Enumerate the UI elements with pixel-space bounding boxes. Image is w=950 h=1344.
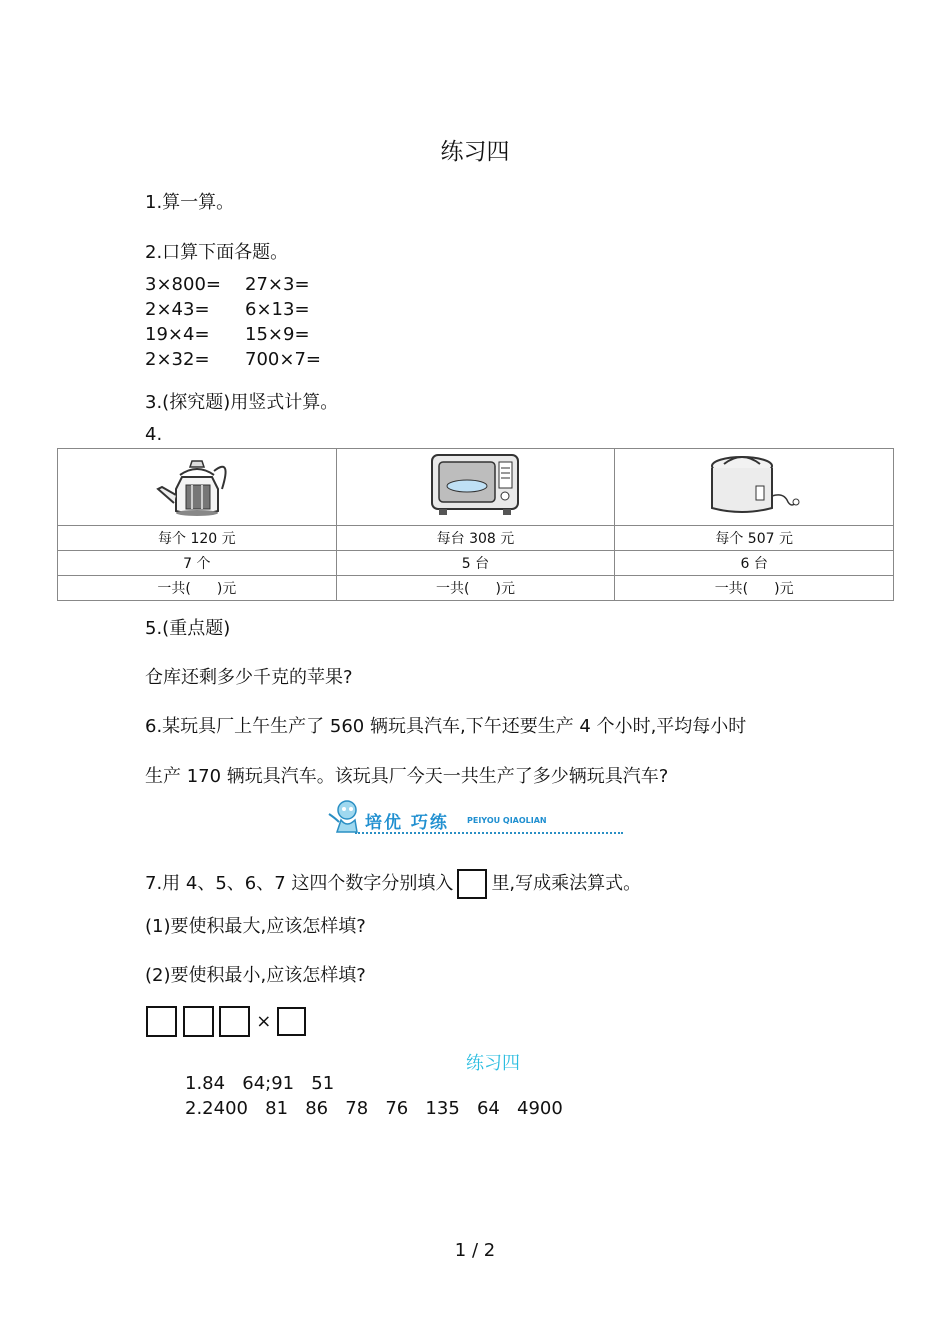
mental-math-row: [145, 347, 321, 372]
peiyou-qiaolian-banner: [325, 798, 625, 838]
count-cell: 6 台: [615, 551, 894, 576]
mental-math-row: [145, 322, 321, 347]
table-row: [58, 551, 894, 576]
count-cell: 7 个: [58, 551, 337, 576]
page-number: 1 / 2: [454, 1240, 496, 1261]
price-cell: 每个 507 元: [615, 526, 894, 551]
math-item: 6×13=: [245, 299, 310, 320]
digit-box[interactable]: [219, 1006, 250, 1037]
times-sign: ×: [256, 1011, 272, 1032]
mental-math-row: [145, 297, 321, 322]
question-3: 3.(探究题)用竖式计算。: [145, 392, 339, 413]
math-item: 2×32=: [145, 349, 210, 370]
math-item: 15×9=: [245, 324, 310, 345]
total-cell: [58, 576, 337, 601]
digit-box[interactable]: [183, 1006, 214, 1037]
question-7-part-2: (2)要使积最小,应该怎样填?: [145, 965, 366, 986]
appliance-price-table: [57, 448, 894, 601]
table-cell: [58, 449, 337, 526]
math-item: 3×800=: [145, 274, 221, 295]
answer-line-2: 2.2400 81 86 78 76 135 64 4900: [185, 1098, 563, 1119]
question-7: [145, 869, 641, 899]
question-6-line-2: 生产 170 辆玩具汽车。该玩具厂今天一共生产了多少辆玩具汽车?: [145, 766, 669, 787]
question-1: 1.算一算。: [145, 192, 235, 213]
answer-box[interactable]: [457, 869, 487, 899]
question-6-line-1: 6.某玩具厂上午生产了 560 辆玩具汽车,下午还要生产 4 个小时,平均每小时: [145, 716, 747, 737]
question-5: 5.(重点题): [145, 618, 231, 639]
math-item: 27×3=: [245, 274, 310, 295]
kettle-icon: [152, 449, 242, 521]
banner-title: 培优 巧练: [365, 813, 449, 833]
table-row: [58, 449, 894, 526]
total-prefix: 一共(: [436, 581, 470, 597]
banner-underline: [355, 832, 623, 834]
math-item: 19×4=: [145, 324, 210, 345]
question-4: 4.: [145, 424, 163, 445]
question-7-part-1: (1)要使积最大,应该怎样填?: [145, 916, 366, 937]
total-cell: [336, 576, 615, 601]
price-cell: 每个 120 元: [58, 526, 337, 551]
math-item: 2×43=: [145, 299, 210, 320]
total-prefix: 一共(: [157, 581, 191, 597]
price-cell: 每台 308 元: [336, 526, 615, 551]
multiplication-boxes: [146, 1006, 306, 1037]
table-cell: [336, 449, 615, 526]
question-7-before: 7.用 4、5、6、7 这四个数字分别填入: [145, 873, 454, 894]
rice-cooker-icon: [704, 452, 804, 518]
table-cell: [615, 449, 894, 526]
total-suffix: )元: [774, 581, 794, 597]
digit-box[interactable]: [146, 1006, 177, 1037]
table-row: [58, 526, 894, 551]
answer-line-1: 1.84 64;91 51: [185, 1073, 335, 1094]
mental-math-row: [145, 272, 321, 297]
mental-math-list: [145, 272, 321, 372]
banner-subtitle: PEIYOU QIAOLIAN: [467, 816, 547, 825]
digit-box[interactable]: [277, 1007, 306, 1036]
question-5-text: 仓库还剩多少千克的苹果?: [145, 667, 353, 688]
question-7-after: 里,写成乘法算式。: [491, 873, 642, 894]
count-cell: 5 台: [336, 551, 615, 576]
total-cell: [615, 576, 894, 601]
microwave-icon: [429, 452, 521, 518]
total-suffix: )元: [495, 581, 515, 597]
table-row: [58, 576, 894, 601]
total-suffix: )元: [216, 581, 237, 597]
math-item: 700×7=: [245, 349, 321, 370]
page-title: 练习四: [440, 139, 510, 165]
answers-title: 练习四: [466, 1053, 520, 1074]
total-prefix: 一共(: [714, 581, 749, 597]
question-2: 2.口算下面各题。: [145, 242, 289, 263]
